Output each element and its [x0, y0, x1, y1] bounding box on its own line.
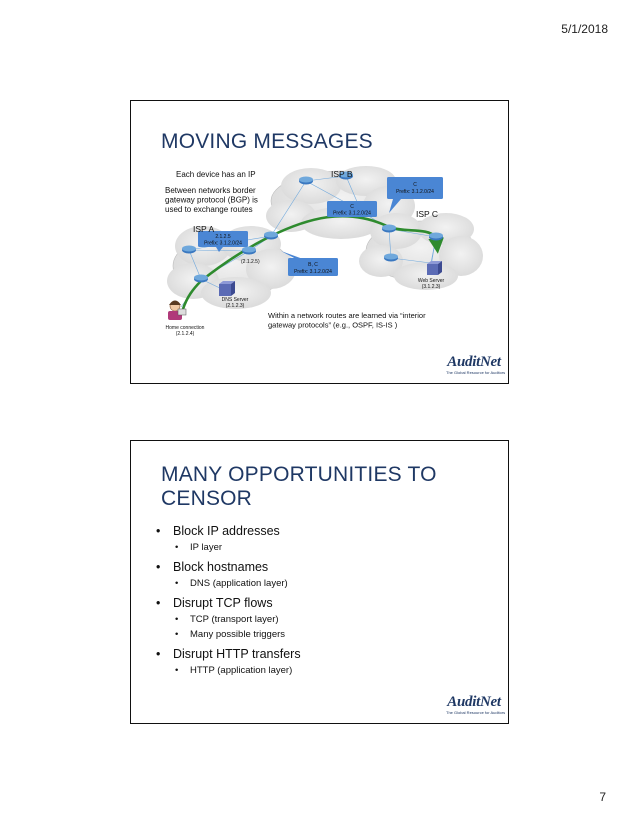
callout-isp-a-line1: 2.1.2.5: [215, 234, 231, 240]
note-bgp-line2: gateway protocol (BGP) is: [165, 195, 258, 205]
callout-isp-b: [327, 201, 377, 217]
bullet-item: • Disrupt TCP flows: [153, 595, 483, 611]
sub-bullet-item: • HTTP (application layer): [153, 665, 483, 677]
logo-tagline: The Global Resource for Auditors: [446, 370, 506, 375]
note-bgp-line1: Between networks border: [165, 186, 256, 195]
sub-bullet-item: • DNS (application layer): [153, 578, 483, 590]
auditnet-logo: [446, 354, 506, 375]
page-number: 7: [599, 790, 606, 804]
slide-many-opportunities: [130, 440, 509, 724]
note-each-device: Each device has an IP: [176, 170, 256, 179]
slide-title: [161, 463, 461, 511]
slide-moving-messages: [130, 100, 509, 384]
bullet-item: • Block IP addresses: [153, 523, 483, 539]
page-date: 5/1/2018: [561, 22, 608, 36]
router-icon: [182, 246, 196, 254]
callout-bc-line2: Prefix: 3.1.2.0/24: [294, 269, 332, 275]
callout-c-line2: Prefix: 3.1.2.0/24: [396, 189, 434, 195]
bullet-group: [153, 646, 483, 677]
dns-server-icon: [219, 281, 235, 296]
callout-c-line1: C: [413, 182, 417, 188]
logo-tagline: The Global Resource for Auditors: [446, 710, 506, 715]
isp-b-label: ISP B: [331, 169, 353, 179]
web-server-icon: [427, 261, 442, 275]
callout-bc-line1: B, C: [308, 262, 318, 268]
dns-server-label: DNS Server: [221, 297, 249, 303]
isp-c-label: ISP C: [416, 209, 439, 219]
bullet-group: [153, 523, 483, 554]
router-icon: [194, 275, 208, 283]
slide-title-line1: MANY OPPORTUNITIES TO: [161, 463, 437, 486]
sub-bullet-item: • Many possible triggers: [153, 629, 483, 641]
bullet-list: [153, 519, 483, 682]
isp-a-label: ISP A: [193, 224, 215, 234]
callout-b-line1: C: [350, 204, 354, 210]
bullet-group: [153, 559, 483, 590]
callout-b-line2: Prefix: 3.1.2.0/24: [333, 210, 371, 217]
router-icon: [264, 232, 278, 240]
callout-isp-a-line2: Prefix: 3.1.2.0/24: [204, 240, 242, 247]
logo-wordmark: AuditNet: [447, 354, 501, 370]
auditnet-logo: [446, 694, 506, 715]
router-icon: [384, 254, 398, 262]
router-icon: [429, 233, 443, 241]
router-address-label: (2.1.2.5): [241, 259, 260, 265]
note-interior-line2: gateway protocols” (e.g., OSPF, IS-IS ): [268, 320, 398, 330]
slide-title-line2: CENSOR: [161, 487, 253, 510]
note-bgp-line3: used to exchange routes: [165, 205, 253, 214]
web-server-label: Web Server: [417, 278, 445, 284]
router-icon: [242, 247, 256, 255]
bullet-item: • Block hostnames: [153, 559, 483, 575]
logo-wordmark: AuditNet: [447, 694, 501, 710]
router-icon: [382, 225, 396, 233]
bullet-group: [153, 595, 483, 641]
router-icon: [299, 177, 313, 185]
home-connection-address: (2.1.2.4): [175, 331, 195, 337]
slide-title: MOVING MESSAGES: [161, 130, 373, 153]
sub-bullet-item: • TCP (transport layer): [153, 614, 483, 626]
home-connection-label: Home connection: [165, 325, 205, 331]
web-server-address: (3.1.2.3): [421, 284, 441, 290]
sub-bullet-item: • IP layer: [153, 542, 483, 554]
callout-bc: [281, 251, 338, 276]
note-interior-line1: Within a network routes are learned via “interior: [268, 311, 426, 320]
bullet-item: • Disrupt HTTP transfers: [153, 646, 483, 662]
dns-server-address: (2.1.2.3): [225, 303, 245, 309]
